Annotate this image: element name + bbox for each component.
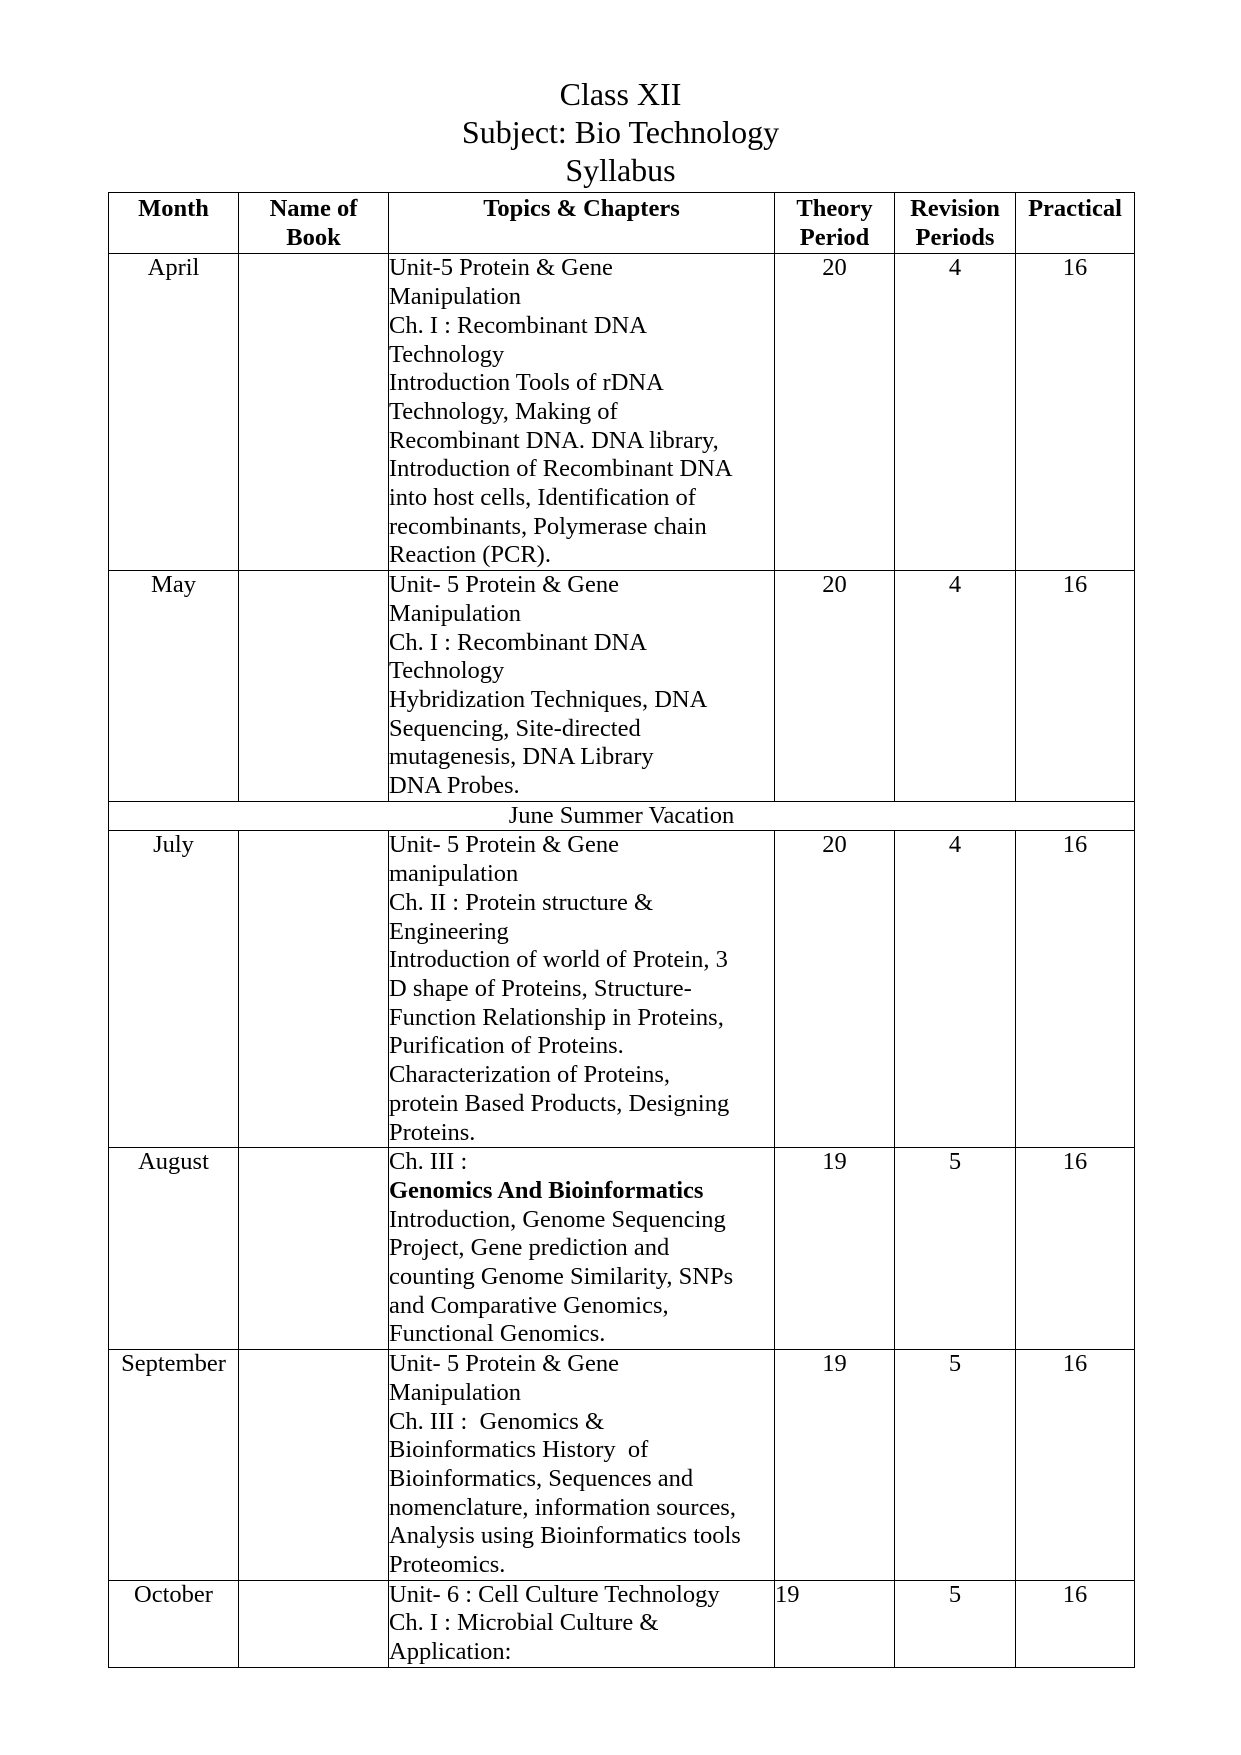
col-header-practical: Practical xyxy=(1016,193,1135,254)
topic-line: Ch. I : Recombinant DNA xyxy=(389,311,647,339)
topic-line: D shape of Proteins, Structure- xyxy=(389,974,692,1002)
col-header-month: Month xyxy=(109,193,239,254)
month-cell: July xyxy=(109,831,239,1148)
month-cell: May xyxy=(109,571,239,802)
topic-line: Reaction (PCR). xyxy=(389,541,551,569)
revision-cell: 4 xyxy=(895,831,1016,1148)
table-row xyxy=(109,1148,1135,1350)
topic-line: Unit-5 Protein & Gene xyxy=(389,254,613,282)
topic-line: Characterization of Proteins, xyxy=(389,1061,670,1089)
revision-cell: 5 xyxy=(895,1350,1016,1581)
book-cell xyxy=(239,831,389,1148)
topic-line: Ch. III : Genomics & xyxy=(389,1407,605,1435)
topics-cell xyxy=(389,571,775,802)
book-cell xyxy=(239,1350,389,1581)
theory-cell: 19 xyxy=(775,1148,895,1350)
topic-line: DNA Probes. xyxy=(389,772,520,800)
syllabus-title: Syllabus xyxy=(565,152,676,188)
topics-cell xyxy=(389,1148,775,1350)
topics-cell xyxy=(389,831,775,1148)
topic-line: Unit- 5 Protein & Gene xyxy=(389,571,619,599)
topic-line: Unit- 6 : Cell Culture Technology xyxy=(389,1580,720,1608)
topic-line: Engineering xyxy=(389,917,509,945)
topic-line: Bioinformatics, Sequences and xyxy=(389,1464,694,1492)
table-row xyxy=(109,571,1135,802)
revision-cell: 4 xyxy=(895,254,1016,571)
topic-line: Purification of Proteins. xyxy=(389,1032,624,1060)
topic-line: Unit- 5 Protein & Gene xyxy=(389,831,619,859)
topic-line: Sequencing, Site-directed xyxy=(389,714,641,742)
theory-cell: 19 xyxy=(775,1350,895,1581)
practical-cell: 16 xyxy=(1016,571,1135,802)
theory-cell: 19 xyxy=(775,1580,895,1667)
theory-cell: 20 xyxy=(775,254,895,571)
topic-line: Introduction Tools of rDNA xyxy=(389,369,664,397)
month-cell: August xyxy=(109,1148,239,1350)
topic-line: nomenclature, information sources, xyxy=(389,1493,736,1521)
topic-line: manipulation xyxy=(389,860,519,888)
col-header-theory: Theory Period xyxy=(775,193,895,254)
topic-line: Proteins. xyxy=(389,1118,476,1146)
topic-line: Project, Gene prediction and xyxy=(389,1234,670,1262)
practical-cell: 16 xyxy=(1016,1580,1135,1667)
month-cell: October xyxy=(109,1580,239,1667)
topic-line: Proteomics. xyxy=(389,1551,506,1579)
topic-line: protein Based Products, Designing xyxy=(389,1089,730,1117)
vacation-cell: June Summer Vacation xyxy=(109,801,1135,831)
book-cell xyxy=(239,1580,389,1667)
table-row xyxy=(109,1350,1135,1581)
topic-line: Manipulation xyxy=(389,599,522,627)
topic-line: Application: xyxy=(389,1638,512,1666)
revision-cell: 5 xyxy=(895,1148,1016,1350)
vacation-row xyxy=(109,801,1135,831)
topic-line: Introduction of world of Protein, 3 xyxy=(389,946,728,974)
revision-cell: 5 xyxy=(895,1580,1016,1667)
book-cell xyxy=(239,1148,389,1350)
topic-line: Ch. III : xyxy=(389,1148,468,1176)
topics-cell xyxy=(389,254,775,571)
topic-line: Genomics And Bioinformatics xyxy=(389,1176,704,1204)
topics-cell xyxy=(389,1580,775,1667)
topic-line: into host cells, Identification of xyxy=(389,484,696,512)
topic-line: Manipulation xyxy=(389,283,522,311)
month-cell: April xyxy=(109,254,239,571)
subject-title: Subject: Bio Technology xyxy=(461,114,780,150)
topic-line: Manipulation xyxy=(389,1378,522,1406)
page-header xyxy=(0,75,1241,189)
topic-line: mutagenesis, DNA Library xyxy=(389,743,654,771)
revision-cell: 4 xyxy=(895,571,1016,802)
topic-line: Functional Genomics. xyxy=(389,1320,606,1348)
book-cell xyxy=(239,254,389,571)
table-row xyxy=(109,254,1135,571)
header-row xyxy=(109,193,1135,254)
topic-line: Hybridization Techniques, DNA xyxy=(389,685,708,713)
topic-line: Introduction, Genome Sequencing xyxy=(389,1205,726,1233)
month-cell: September xyxy=(109,1350,239,1581)
topic-line: Recombinant DNA. DNA library, xyxy=(389,426,719,454)
topic-line: Ch. II : Protein structure & xyxy=(389,888,654,916)
topic-line: Function Relationship in Proteins, xyxy=(389,1003,724,1031)
table-row xyxy=(109,831,1135,1148)
topic-line: and Comparative Genomics, xyxy=(389,1291,669,1319)
topic-line: Ch. I : Recombinant DNA xyxy=(389,628,647,656)
topic-line: counting Genome Similarity, SNPs xyxy=(389,1263,734,1291)
class-title: Class XII xyxy=(559,76,682,112)
topic-line: Unit- 5 Protein & Gene xyxy=(389,1350,619,1378)
topic-line: Analysis using Bioinformatics tools xyxy=(389,1522,741,1550)
theory-cell: 20 xyxy=(775,571,895,802)
col-header-book: Name of Book xyxy=(239,193,389,254)
topic-line: Technology, Making of xyxy=(389,397,618,425)
topic-line: Bioinformatics History of xyxy=(389,1436,649,1464)
col-header-revision: Revision Periods xyxy=(895,193,1016,254)
topic-line: Technology xyxy=(389,657,505,685)
topic-line: recombinants, Polymerase chain xyxy=(389,512,707,540)
topics-cell xyxy=(389,1350,775,1581)
table-row xyxy=(109,1580,1135,1667)
syllabus-table xyxy=(108,192,1135,1668)
book-cell xyxy=(239,571,389,802)
practical-cell: 16 xyxy=(1016,1350,1135,1581)
practical-cell: 16 xyxy=(1016,1148,1135,1350)
col-header-topics: Topics & Chapters xyxy=(389,193,775,254)
practical-cell: 16 xyxy=(1016,831,1135,1148)
theory-cell: 20 xyxy=(775,831,895,1148)
topic-line: Technology xyxy=(389,340,505,368)
topic-line: Introduction of Recombinant DNA xyxy=(389,455,733,483)
practical-cell: 16 xyxy=(1016,254,1135,571)
topic-line: Ch. I : Microbial Culture & xyxy=(389,1609,659,1637)
